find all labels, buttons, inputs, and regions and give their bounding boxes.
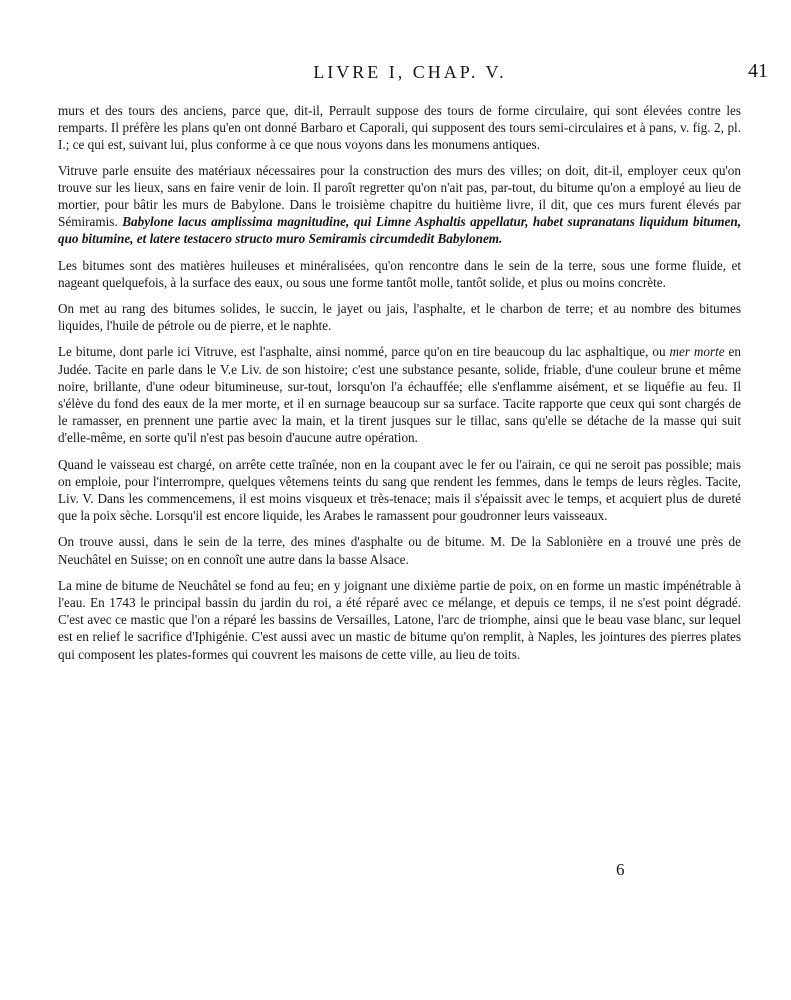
- paragraph-2: [58, 162, 741, 248]
- paragraph-4: [58, 300, 741, 334]
- paragraph-text: en Judée. Tacite en parle dans le V.e Liv. de son histoire; c'est une substance pesante, solide, friable, d'une couleur brune et même noire, brillante, d'une odeur bitumineuse, sur-tout, lorsqu'on l'a échauffée; elle s'enflamme aisément, et se liquéfie au feu. Il s'élève du fond des eaux de la mer morte, et il en surnage beaucoup sur sa surface. Tacite rapporte que ceux qui sont chargés de le ramasser, en prennent une partie avec la main, et la tirent jusques sur le tillac, sans qu'elle se détache de la masse qui suit d'elle-même, en sorte qu'il n'est pas besoin d'aucune autre opération.: [58, 344, 741, 446]
- paragraph-6: [58, 456, 741, 525]
- paragraph-text: On met au rang des bitumes solides, le succin, le jayet ou jais, l'asphalte, et le charbon de terre; et au nombre des bitumes liquides, l'huile de pétrole ou de pierre, et le naphte.: [58, 301, 741, 334]
- signature-mark: 6: [616, 860, 625, 879]
- paragraph-7: [58, 533, 741, 567]
- paragraph-text: Vitruve parle ensuite des matériaux nécessaires pour la construction des murs des villes; on doit, dit-il, employer ceux qu'on trouve sur les lieux, sans en faire venir de loin. Il paroît regretter qu'on n'ait pas, par-tout, du bitume qu'on a employé au lieu de mortier, pour bâtir les murs de Babylone. Dans le troisième chapitre du huitième livre, il dit, que ces murs furent élevés par Sémiramis.: [58, 162, 741, 230]
- italic-term: mer morte: [669, 344, 725, 360]
- paragraph-5: [58, 343, 741, 446]
- running-head: LIVRE I, CHAP. V.: [313, 62, 507, 82]
- paragraph-text: Quand le vaisseau est chargé, on arrête cette traînée, non en la coupant avec le fer ou l'airain, ce qui ne seroit pas possible; mais on emploie, pour l'interrompre, quelques vêtemens teints du sang que rendent les femmes, dans le temps de leurs règles. Tacite, Liv. V. Dans les commencemens, il est moins visqueux et très-tenace; mais il s'épaissit avec le temps, et acquiert plus de dureté que la poix sèche. Lorsqu'il est encore liquide, les Arabes le ramassent pour goudronner leurs vaisseaux.: [58, 456, 741, 524]
- paragraph-text: Le bitume, dont parle ici Vitruve, est l'asphalte, ainsi nommé, parce qu'on en tire beaucoup du lac asphaltique, ou: [58, 344, 670, 360]
- body-text: [58, 102, 741, 672]
- latin-quotation: Babylone lacus amplissima magnitudine, qui Limne Asphaltis appellatur, habet supranatans liquidum bitumen, quo bitumine, et latere testacero structo muro Semiramis circumdedit Babylonem.: [58, 214, 741, 247]
- paragraph-3: [58, 257, 741, 291]
- paragraph-8: [58, 577, 741, 663]
- paragraph-1: [58, 102, 741, 154]
- page-number: 41: [748, 60, 768, 82]
- paragraph-text: On trouve aussi, dans le sein de la terre, des mines d'asphalte ou de bitume. M. De la Sablonière en a trouvé une près de Neuchâtel en Suisse; on en connoît une autre dans la basse Alsace.: [58, 534, 741, 567]
- paragraph-text: Les bitumes sont des matières huileuses et minéralisées, qu'on rencontre dans le sein de la terre, sous une forme fluide, et nageant quelquefois, à la surface des eaux, ou sous une forme tantôt molle, tantôt solide, et plus ou moins concrète.: [58, 257, 741, 290]
- paragraph-text: murs et des tours des anciens, parce que, dit-il, Perrault suppose des tours de forme circulaire, qui sont élevées contre les remparts. Il préfère les plans qu'en ont donné Barbaro et Caporali, qui supposent des tours semi-circulaires et à pans, v. fig. 2, pl. I.; ce qui est, suivant lui, plus conforme à ce que nous voyons dans les monumens antiques.: [58, 103, 741, 153]
- paragraph-text: La mine de bitume de Neuchâtel se fond au feu; en y joignant une dixième partie de poix, on en forme un mastic impénétrable à l'eau. En 1743 le principal bassin du jardin du roi, a été réparé avec ce mélange, et depuis ce temps, il ne s'est point dégradé. C'est avec ce mastic que l'on a réparé les bassins de Versailles, Latone, l'arc de triomphe, ainsi que le beau vase blanc, sur lequel est en relief le sacrifice d'Iphigénie. C'est aussi avec un mastic de bitume qu'on remplit, à Naples, les jointures des pierres plates qui composent les plates-formes qui couvrent les maisons de cette ville, au lieu de toits.: [58, 577, 741, 662]
